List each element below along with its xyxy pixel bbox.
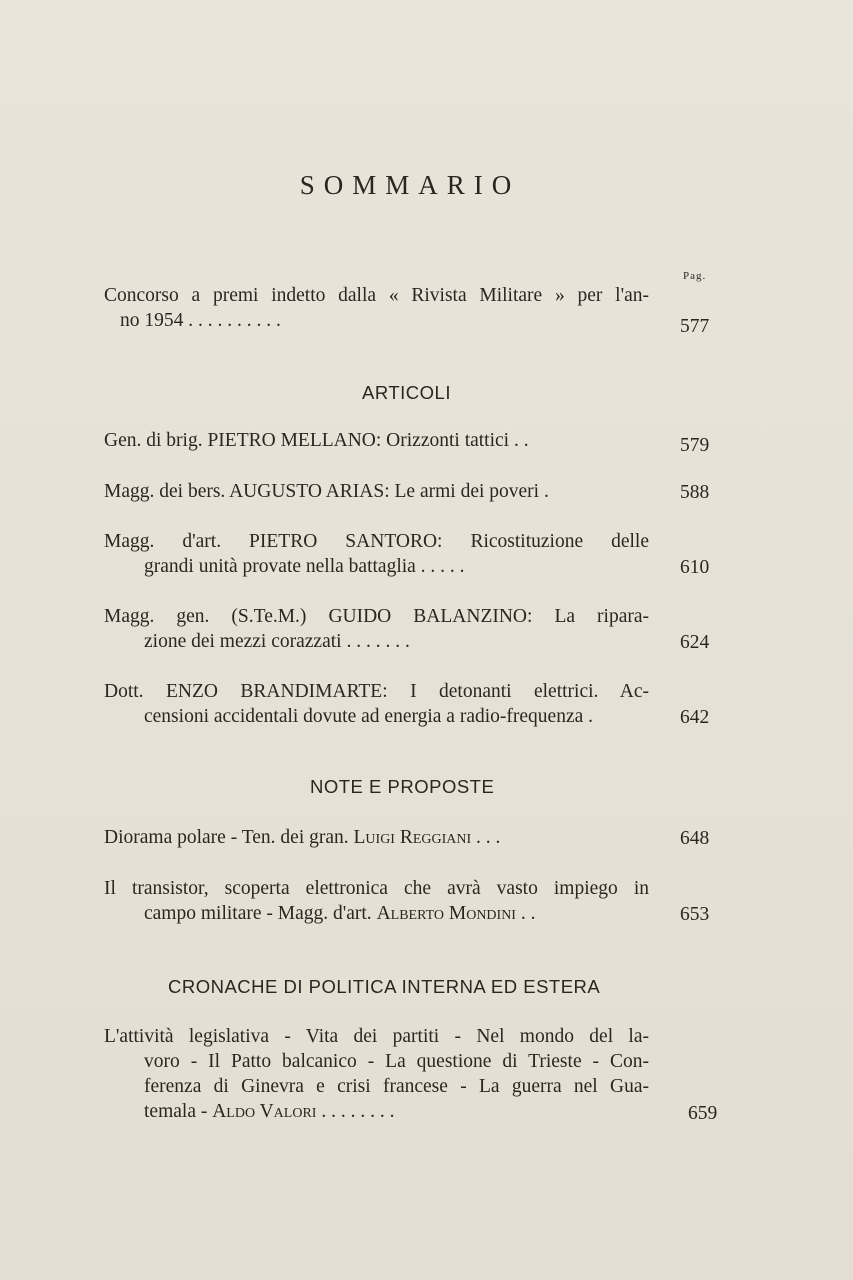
author-name: Aldo Valori [212,1101,317,1122]
toc-entry-arias [104,479,649,504]
toc-entry-line: campo militare - Magg. d'art. Alberto Mondini . . [144,903,536,924]
author-name: Alberto Mondini [376,903,516,924]
toc-page-number: 610 [680,557,710,578]
toc-entry-line: Diorama polare - Ten. dei gran. Luigi Reggiani . . . [104,827,501,848]
toc-page-number: 624 [680,632,710,653]
section-heading-articoli: ARTICOLI [362,382,451,403]
toc-entry-line: L'attività legislativa - Vita dei partiti - Nel mondo del la- [104,1026,649,1047]
toc-entry-line: Magg. gen. (S.Te.M.) GUIDO BALANZINO: La ripara- [104,606,649,627]
page-column-label: Pag. [683,270,707,282]
toc-entry-valori [104,1024,649,1124]
toc-page-number: 642 [680,707,710,728]
toc-entry-line: Dott. ENZO BRANDIMARTE: I detonanti elettrici. Ac- [104,681,649,702]
toc-entry-line: censioni accidentali dovute ad energia a radio-frequenza . [144,706,594,727]
toc-entry-santoro [104,529,649,579]
toc-page-number: 653 [680,904,710,925]
toc-entry-line: ferenza di Ginevra e crisi francese - La guerra nel Gua- [144,1076,649,1097]
toc-entry-line: Il transistor, scoperta elettronica che avrà vasto impiego in [104,878,649,899]
toc-page-number: 577 [680,316,710,337]
toc-entry-mondini [104,876,649,926]
section-heading-note: NOTE E PROPOSTE [310,776,495,797]
toc-entry-line: Magg. dei bers. AUGUSTO ARIAS: Le armi dei poveri . [104,481,549,502]
toc-entry-line: Magg. d'art. PIETRO SANTORO: Ricostituzione delle [104,531,649,552]
toc-entry-line: zione dei mezzi corazzati . . . . . . . [144,631,410,652]
toc-page-number: 659 [688,1103,718,1124]
toc-entry-mellano [104,428,649,453]
section-heading-cronache: CRONACHE DI POLITICA INTERNA ED ESTERA [168,976,601,997]
toc-page-number: 579 [680,435,710,456]
toc-entry-line: temala - Aldo Valori . . . . . . . . [144,1101,395,1122]
toc-entry-brandimarte [104,679,649,729]
toc-entry-reggiani [104,825,649,850]
toc-entry-concorso [104,283,649,333]
toc-page-number: 588 [680,482,710,503]
author-name: Luigi Reggiani [353,827,472,848]
toc-entry-balanzino [104,604,649,654]
toc-page-number: 648 [680,828,710,849]
toc-entry-line: voro - Il Patto balcanico - La questione di Trieste - Con- [144,1051,649,1072]
toc-entry-line: Concorso a premi indetto dalla « Rivista Militare » per l'an- [104,285,649,306]
toc-entry-line: Gen. di brig. PIETRO MELLANO: Orizzonti tattici . . [104,430,529,451]
toc-entry-line: grandi unità provate nella battaglia . . . . . [144,556,465,577]
toc-entry-line: no 1954 . . . . . . . . . . [120,310,281,331]
page-title: SOMMARIO [299,170,521,200]
